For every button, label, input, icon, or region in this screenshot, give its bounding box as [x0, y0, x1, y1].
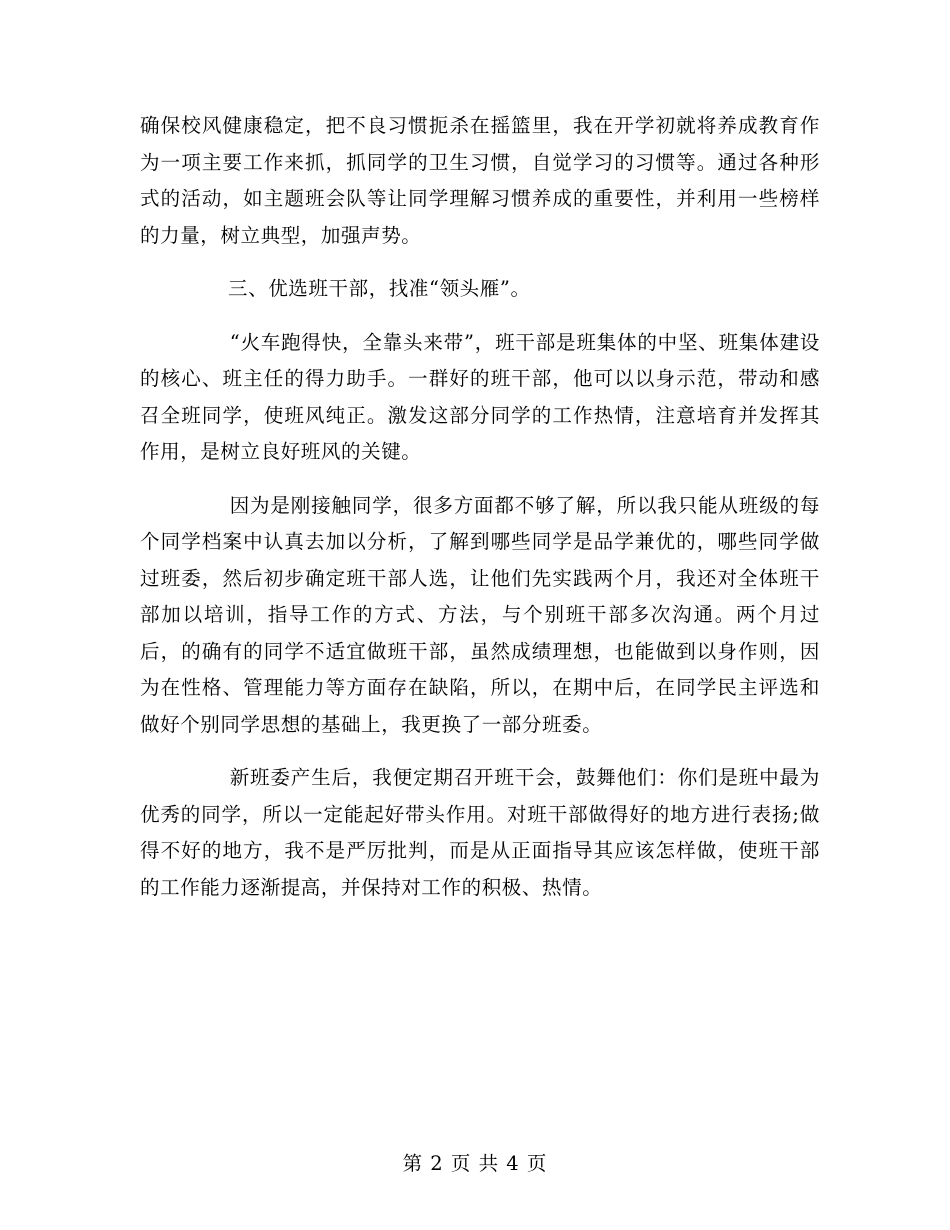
paragraph-1: 确保校风健康稳定，把不良习惯扼杀在摇篮里，我在开学初就将养成教育作为一项主要工作来抓，抓同学的卫生习惯，自觉学习的习惯等。通过各种形式的活动，如主题班会队等让同学理解习惯养成的重要性，并利用一些榜样的力量，树立典型，加强声势。 — [140, 114, 820, 247]
document-body — [140, 108, 820, 923]
section-heading: 三、优选班干部，找准“领头雁”。 — [228, 277, 531, 300]
page-footer: 第 2 页 共 4 页 — [402, 1152, 548, 1175]
paragraph-2: “火车跑得快，全靠头来带”，班干部是班集体的中坚、班集体建设的核心、班主任的得力助手。一群好的班干部，他可以以身示范，带动和感召全班同学，使班风纯正。激发这部分同学的工作热情，注意培育并发挥其作用，是树立良好班风的关键。 — [140, 330, 820, 463]
paragraph-4: 新班委产生后，我便定期召开班干会，鼓舞他们：你们是班中最为优秀的同学，所以一定能起好带头作用。对班干部做得好的地方进行表扬;做得不好的地方，我不是严厉批判，而是从正面指导其应该怎样做，使班干部的工作能力逐渐提高，并保持对工作的积极、热情。 — [140, 766, 820, 899]
paragraph-3: 因为是刚接触同学，很多方面都不够了解，所以我只能从班级的每个同学档案中认真去加以分析，了解到哪些同学是品学兼优的，哪些同学做过班委，然后初步确定班干部人选，让他们先实践两个月，我还对全体班干部加以培训，指导工作的方式、方法，与个别班干部多次沟通。两个月过后，的确有的同学不适宜做班干部，虽然成绩理想，也能做到以身作则，因为在性格、管理能力等方面存在缺陷，所以，在期中后，在同学民主评选和做好个别同学思想的基础上，我更换了一部分班委。 — [140, 493, 820, 736]
